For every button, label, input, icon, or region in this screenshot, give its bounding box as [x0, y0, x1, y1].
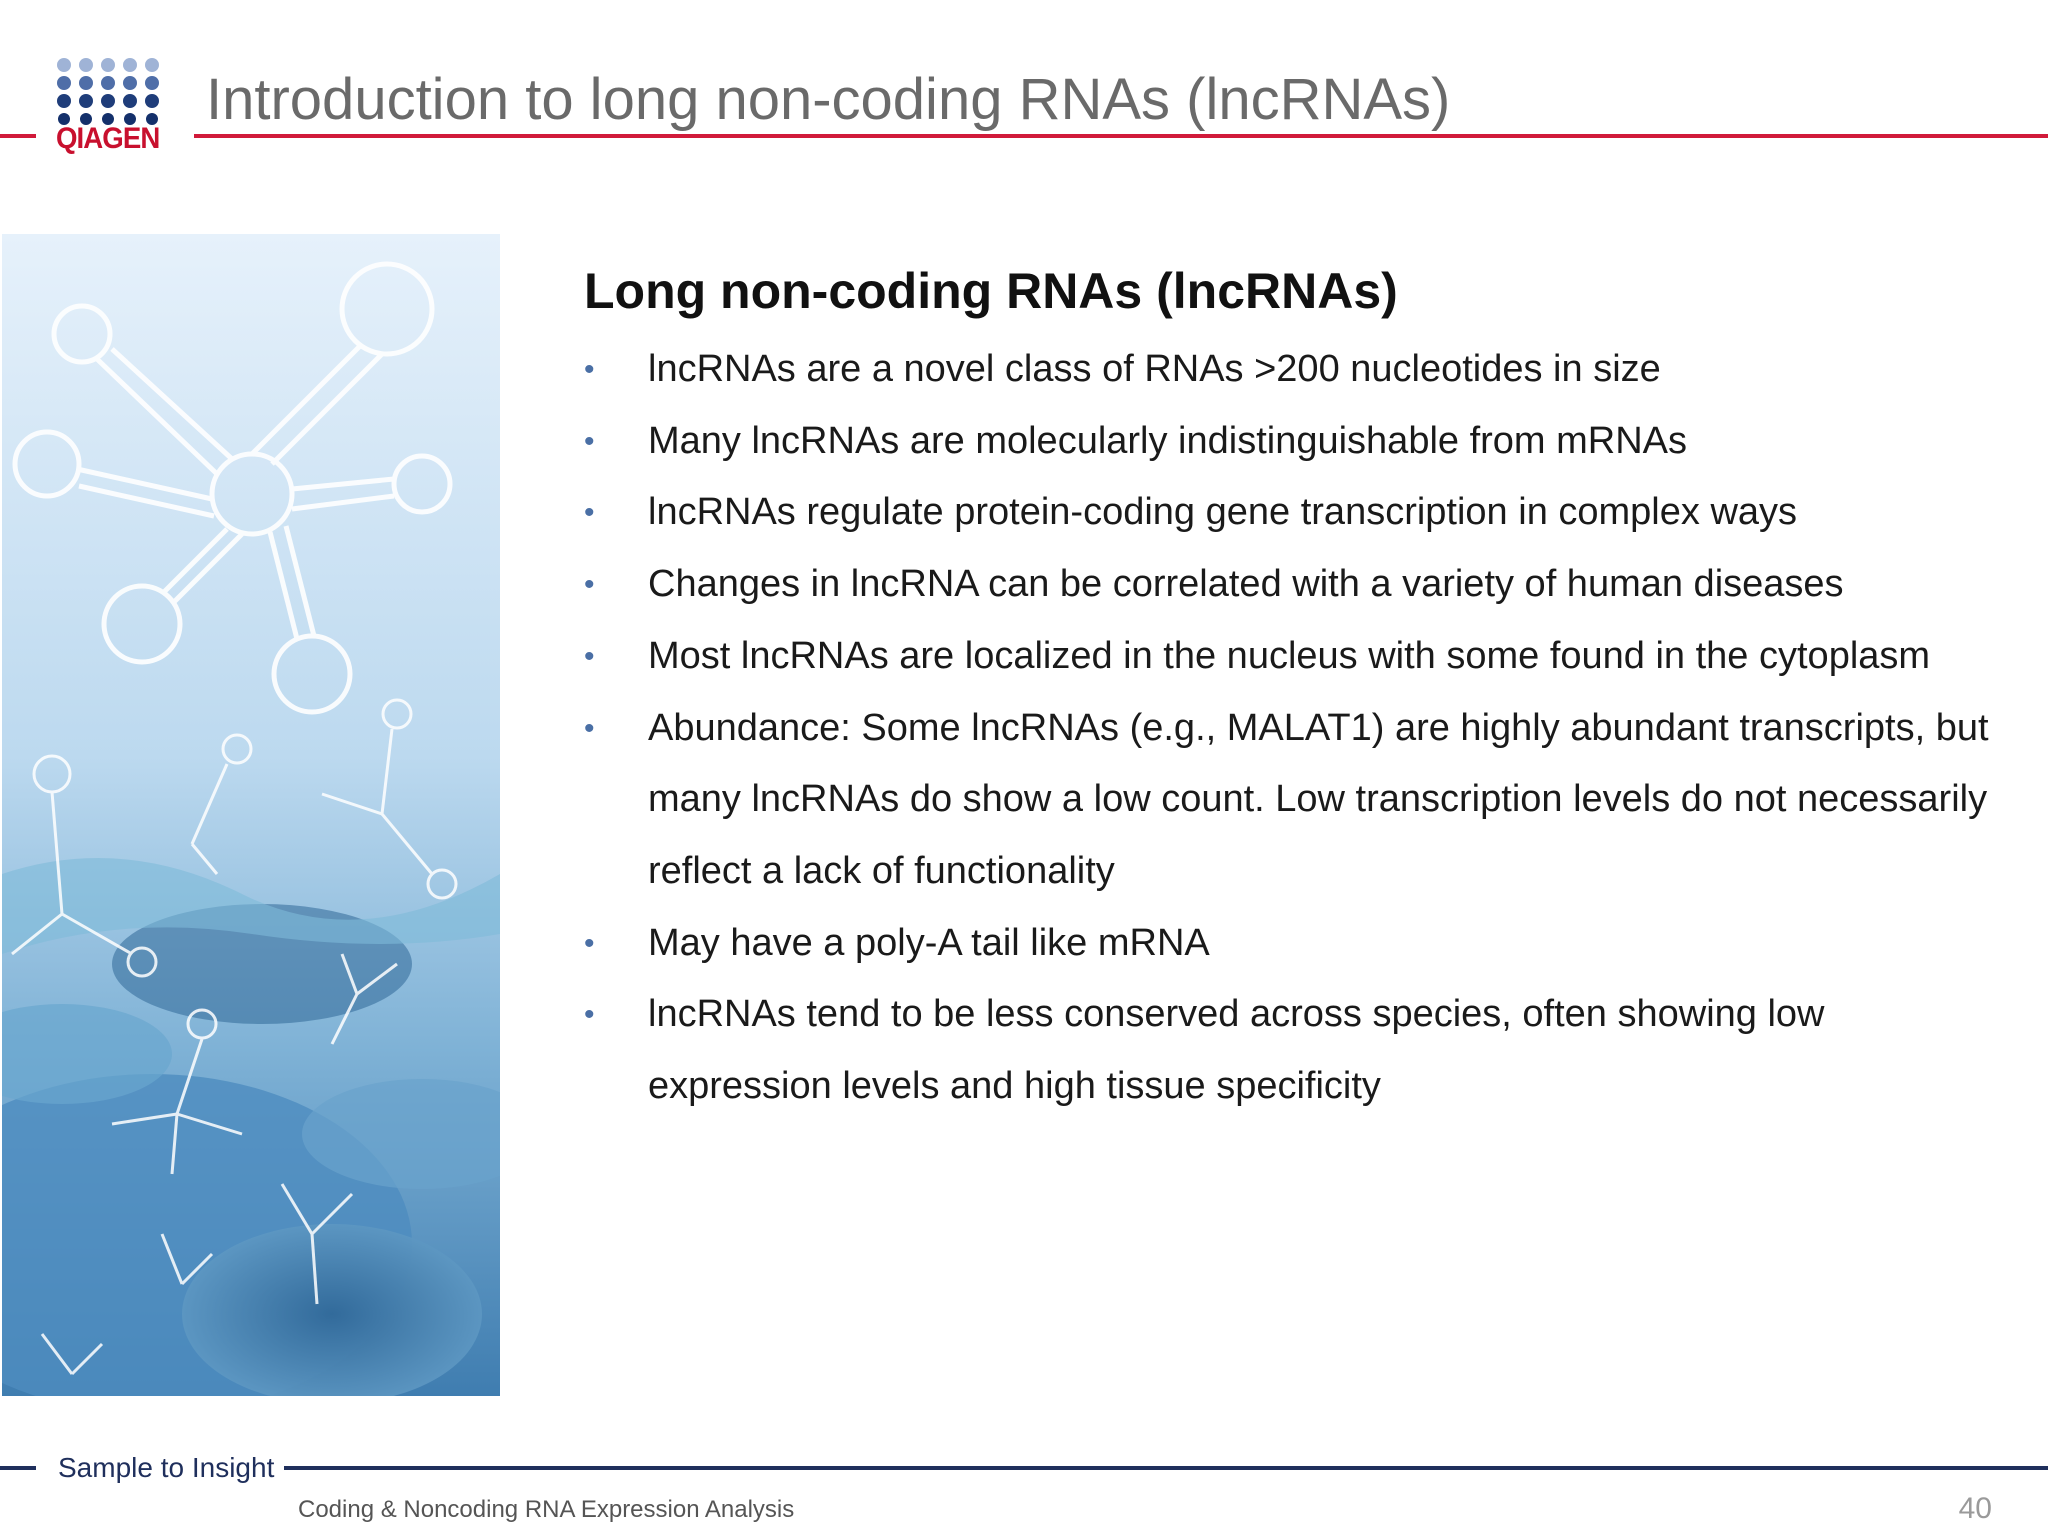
bullet-item	[584, 621, 2004, 693]
bullet-icon: •	[584, 568, 595, 602]
bullet-list	[584, 334, 2004, 1123]
section-heading: Long non-coding RNAs (lncRNAs)	[584, 263, 1398, 319]
bullet-item	[584, 477, 2004, 549]
bullet-item	[584, 406, 2004, 478]
bullet-item	[584, 334, 2004, 406]
footer-presentation-title: Coding & Noncoding RNA Expression Analysis	[298, 1496, 795, 1523]
bullet-text: lncRNAs are a novel class of RNAs >200 nucleotides in size	[648, 348, 1661, 390]
footer-rule	[284, 1466, 2048, 1470]
page-title: Introduction to long non-coding RNAs (lncRNAs)	[206, 67, 1451, 132]
page-number: 40	[1958, 1492, 1992, 1525]
bullet-icon: •	[584, 639, 595, 673]
bullet-icon: •	[584, 424, 595, 458]
bullet-icon: •	[584, 353, 595, 386]
bullet-item	[584, 979, 2004, 1122]
bullet-text: Changes in lncRNA can be correlated with a variety of human diseases	[648, 563, 1844, 606]
bullet-icon: •	[584, 711, 595, 745]
footer-tagline: Sample to Insight	[58, 1452, 275, 1483]
bullet-text: Abundance: Some lncRNAs (e.g., MALAT1) are highly abundant transcripts, but many lncRNAs do show a low count. Low transcription levels do not necessarily reflect a lack of functionality	[648, 706, 1989, 892]
content-area	[584, 262, 2004, 1123]
bullet-item	[584, 549, 2004, 621]
bullet-icon: •	[584, 998, 595, 1032]
bullet-text: Many lncRNAs are molecularly indistinguishable from mRNAs	[648, 419, 1688, 462]
bullet-icon: •	[584, 496, 595, 530]
bullet-text: Most lncRNAs are localized in the nucleus with some found in the cytoplasm	[648, 634, 1931, 677]
bullet-text: lncRNAs tend to be less conserved across species, often showing low expression levels and high tissue specificity	[648, 993, 1825, 1108]
bullet-text: lncRNAs regulate protein-coding gene transcription in complex ways	[648, 491, 1798, 534]
title-rule-left	[0, 134, 36, 138]
bullet-icon: •	[584, 926, 595, 960]
rna-molecules-image	[2, 234, 500, 1396]
qiagen-logo	[52, 54, 176, 156]
bullet-text: May have a poly-A tail like mRNA	[648, 921, 1210, 964]
logo-wordmark: QIAGEN	[56, 122, 160, 155]
footer-rule-left	[0, 1466, 36, 1470]
title-rule	[194, 134, 2048, 138]
rna-illustration	[2, 234, 500, 1396]
logo-dots-icon	[54, 56, 174, 126]
bullet-item	[584, 693, 2004, 908]
bullet-item	[584, 908, 2004, 980]
